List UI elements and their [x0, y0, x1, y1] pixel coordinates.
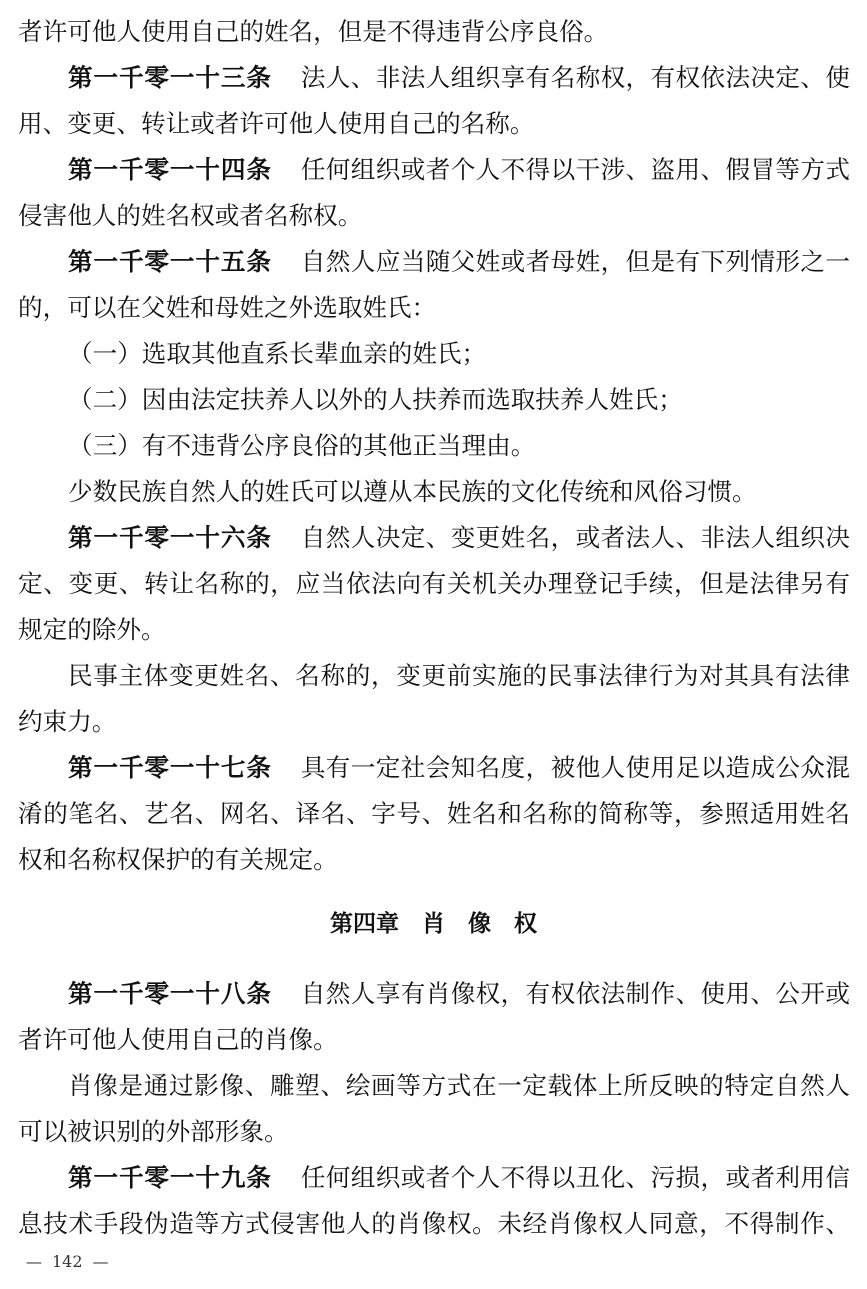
- text-line: 规定的除外。: [18, 615, 166, 644]
- text-line: 约束力。: [18, 707, 117, 736]
- article-1019: 第一千零一十九条 任何组织或者个人不得以丑化、污损，或者利用信: [68, 1163, 850, 1192]
- article-1017: 第一千零一十七条 具有一定社会知名度，被他人使用足以造成公众混: [68, 753, 850, 782]
- text-line: 用、变更、转让或者许可他人使用自己的名称。: [18, 109, 535, 138]
- article-1016: 第一千零一十六条 自然人决定、变更姓名，或者法人、非法人组织决: [68, 523, 850, 552]
- list-item: （二）因由法定扶养人以外的人扶养而选取扶养人姓氏；: [68, 385, 683, 414]
- article-heading: 第一千零一十六条: [68, 523, 272, 552]
- article-1015: 第一千零一十五条 自然人应当随父姓或者母姓，但是有下列情形之一: [68, 247, 850, 276]
- list-item: （三）有不违背公序良俗的其他正当理由。: [68, 431, 536, 460]
- article-heading: 第一千零一十三条: [68, 63, 272, 92]
- list-item: （一）选取其他直系长辈血亲的姓氏；: [68, 339, 487, 368]
- page-number: 142: [52, 1252, 83, 1271]
- article-heading: 第一千零一十九条: [68, 1163, 272, 1192]
- text-line: 息技术手段伪造等方式侵害他人的肖像权。未经肖像权人同意，不得制作、: [18, 1209, 850, 1238]
- text-line: 侵害他人的姓名权或者名称权。: [18, 201, 363, 230]
- text-line: 权和名称权保护的有关规定。: [18, 845, 338, 874]
- text-line: 少数民族自然人的姓氏可以遵从本民族的文化传统和风俗习惯。: [68, 477, 757, 506]
- text-line: 者许可他人使用自己的姓名，但是不得违背公序良俗。: [18, 17, 609, 46]
- page-footer: [26, 1251, 109, 1273]
- chapter-title: 第四章 肖 像 权: [330, 911, 537, 937]
- article-heading: 第一千零一十八条: [68, 979, 272, 1008]
- text-line: 淆的笔名、艺名、网名、译名、字号、姓名和名称的简称等，参照适用姓名: [18, 799, 850, 828]
- article-heading: 第一千零一十四条: [68, 155, 272, 184]
- article-1018: 第一千零一十八条 自然人享有肖像权，有权依法制作、使用、公开或: [68, 979, 850, 1008]
- text-line: 的，可以在父姓和母姓之外选取姓氏：: [18, 293, 437, 322]
- text-line: 肖像是通过影像、雕塑、绘画等方式在一定载体上所反映的特定自然人: [68, 1071, 850, 1100]
- text-line: 民事主体变更姓名、名称的，变更前实施的民事法律行为对其具有法律: [68, 661, 850, 690]
- footer-dash: —: [26, 1252, 42, 1271]
- text-line: 定、变更、转让名称的，应当依法向有关机关办理登记手续，但是法律另有: [18, 569, 850, 598]
- article-heading: 第一千零一十五条: [68, 247, 272, 276]
- text-line: 者许可他人使用自己的肖像。: [18, 1025, 338, 1054]
- text-line: 可以被识别的外部形象。: [18, 1117, 289, 1146]
- footer-dash: —: [92, 1252, 109, 1271]
- article-heading: 第一千零一十七条: [68, 753, 272, 782]
- article-1013: 第一千零一十三条 法人、非法人组织享有名称权，有权依法决定、使: [68, 63, 850, 92]
- article-1014: 第一千零一十四条 任何组织或者个人不得以干涉、盗用、假冒等方式: [68, 155, 850, 184]
